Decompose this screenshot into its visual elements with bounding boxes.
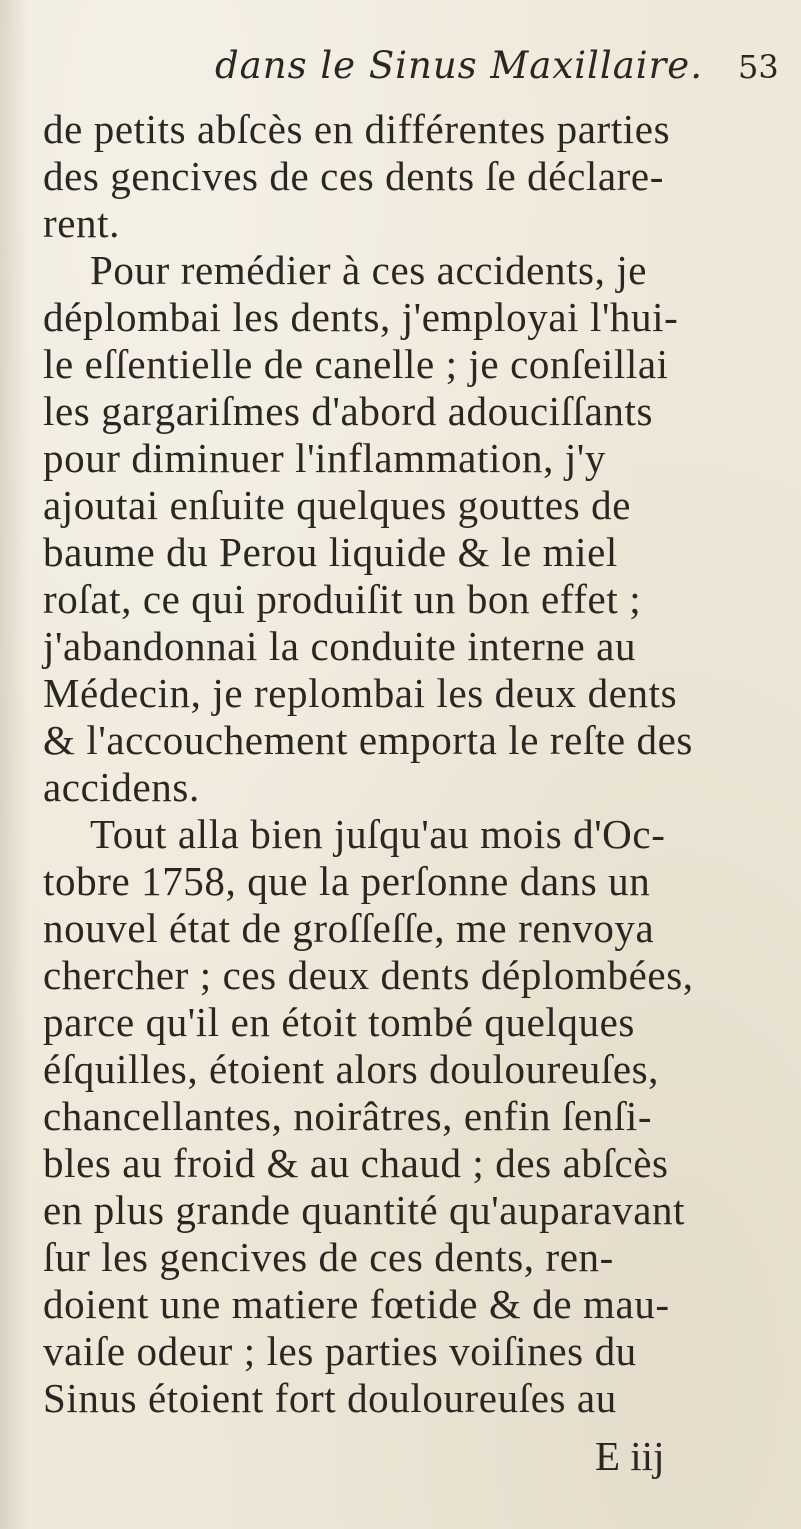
text-line: rent. — [43, 200, 120, 246]
text-line: les gargariſmes d'abord adouciſſants — [43, 388, 654, 434]
text-line: Tout alla bien juſqu'au mois d'Oc- — [90, 811, 666, 857]
text-line: tobre 1758, que la perſonne dans un — [43, 858, 651, 904]
text-line: chancellantes, noirâtres, enfin ſenſi- — [43, 1093, 653, 1139]
text-line: le eſſentielle de canelle ; je conſeillai — [43, 341, 669, 387]
text-line: éſquilles, étoient alors douloureuſes, — [43, 1046, 660, 1092]
text-line: pour diminuer l'inflammation, j'y — [43, 435, 606, 481]
text-line: des gencives de ces dents ſe déclare- — [43, 153, 664, 199]
signature-mark: E iij — [595, 1433, 665, 1479]
text-line: parce qu'il en étoit tombé quelques — [43, 999, 635, 1045]
text-line: de petits abſcès en différentes parties — [43, 106, 671, 152]
text-line: Sinus étoient fort douloureuſes au — [43, 1375, 617, 1421]
text-line: Pour remédier à ces accidents, je — [90, 247, 648, 293]
text-line: ajoutai enſuite quelques gouttes de — [43, 482, 632, 528]
text-line: ſur les gencives de ces dents, ren- — [43, 1234, 614, 1280]
text-line: baume du Perou liquide & le miel — [43, 529, 618, 575]
text-line: déplombai les dents, j'employai l'hui- — [43, 294, 679, 340]
text-line: & l'accouchement emporta le reſte des — [43, 717, 693, 763]
running-head: dans le Sinus Maxillaire. — [215, 44, 703, 87]
text-line: doient une matiere fœtide & de mau- — [43, 1281, 670, 1327]
text-line: Médecin, je replombai les deux dents — [43, 670, 678, 716]
text-line: nouvel état de groſſeſſe, me renvoya — [43, 905, 655, 951]
text-line: j'abandonnai la conduite interne au — [43, 623, 637, 669]
text-line: accidens. — [43, 764, 200, 810]
text-line: bles au froid & au chaud ; des abſcès — [43, 1140, 669, 1186]
page-header — [0, 36, 801, 96]
page-number: 53 — [738, 48, 779, 86]
page-edge-shadow — [0, 0, 28, 1529]
text-line: en plus grande quantité qu'auparavant — [43, 1187, 686, 1233]
text-line: chercher ; ces deux dents déplombées, — [43, 952, 694, 998]
text-line: roſat, ce qui produiſit un bon effet ; — [43, 576, 642, 622]
text-line: vaiſe odeur ; les parties voiſines du — [43, 1328, 637, 1374]
